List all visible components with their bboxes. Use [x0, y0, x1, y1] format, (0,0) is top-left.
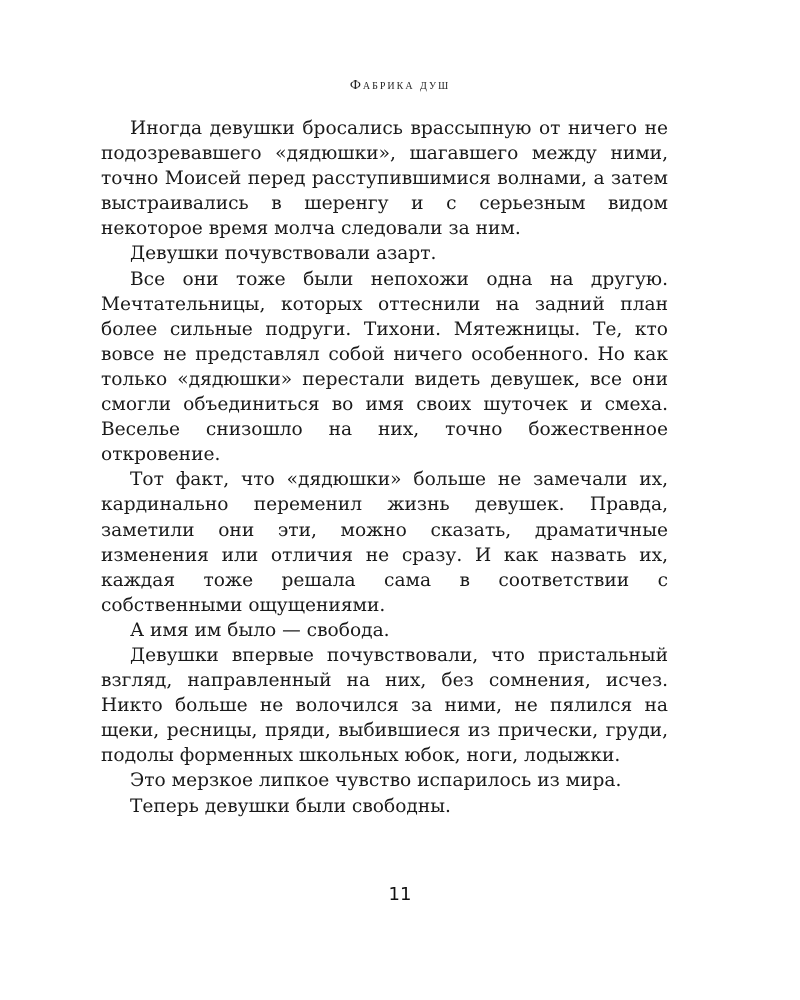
paragraph: Девушки почувствовали азарт.	[130, 243, 437, 265]
paragraph: Все они тоже были непохожи одна на другую. Мечтательницы, которых оттеснили на задний план более сильные подруги. Тихони. Мятежницы. Те, кто вовсе не представлял собой ничего особенного. Но как только «дядюшки» перестали видеть девушек, все они смогли объединиться во имя своих шуточек и смеха. Веселье снизошло на них, точно божественное откровение.	[101, 268, 668, 466]
paragraph: Это мерзкое липкое чувство испарилось из мира.	[130, 770, 622, 792]
paragraph: Девушки впервые почувствовали, что пристальный взгляд, направленный на них, без сомнения, исчез. Никто больше не волочился за ними, не пялился на щеки, ресницы, пряди, выбившиеся из прически, груди, подолы форменных школьных юбок, ноги, лодыжки.	[101, 644, 668, 767]
paragraph: Тот факт, что «дядюшки» больше не замечали их, кардинально переменил жизнь девушек. Правда, заметили они эти, можно сказать, драматичные изменения или отличия не сразу. И как назвать их, каждая тоже решала сама в соответствии с собственными ощущениями.	[101, 469, 668, 616]
paragraph: Иногда девушки бросались врассыпную от ничего не подозревавшего «дядюшки», шагавшего между ними, точно Моисей перед расступившимися волнами, а затем выстраивались в шеренгу и с серьезным видом некоторое время молча следовали за ним.	[101, 118, 668, 240]
paragraph: А имя им было — свобода.	[130, 619, 390, 641]
page-number: 11	[388, 884, 412, 905]
body-text	[101, 116, 668, 819]
running-title: Фабрика душ	[349, 78, 451, 93]
paragraph: Теперь девушки были свободны.	[130, 795, 451, 817]
